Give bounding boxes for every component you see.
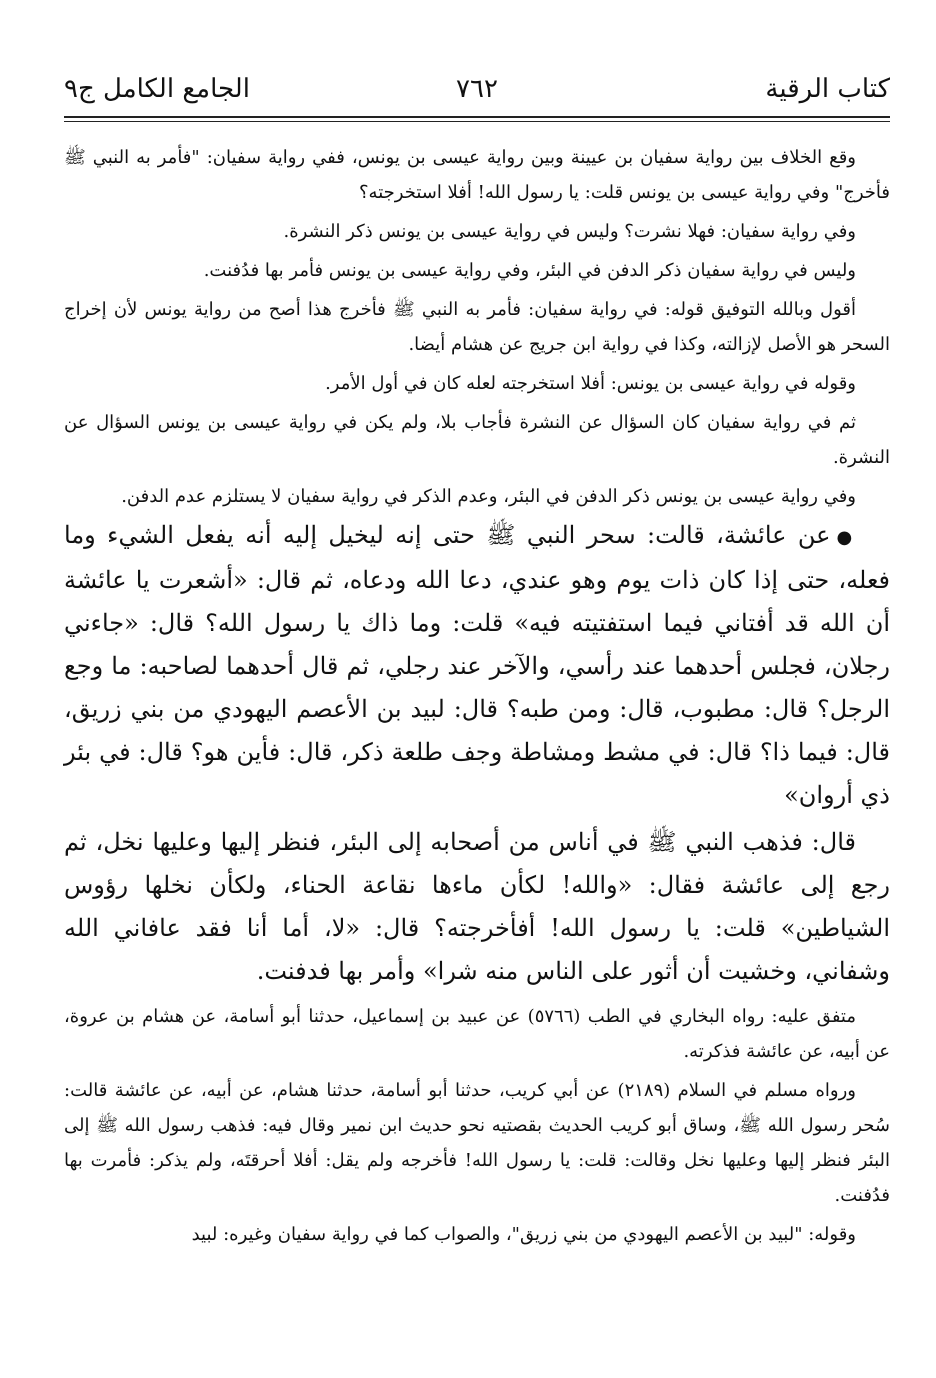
commentary-paragraph: وقوله في رواية عيسى بن يونس: أفلا استخرجته لعله كان في أول الأمر.: [325, 373, 856, 394]
header-rule-thick: [64, 116, 890, 118]
hadith-body: عن عائشة، قالت: سحر النبي ﷺ حتى إنه ليخيل إليه أنه يفعل الشيء وما فعله، حتى إذا كان ذات يوم وهو عندي، دعا الله ودعاه، ثم قال: «أشعرت يا عائشة أن الله قد أفتاني فيما استفتيته فيه» قلت: وما ذاك يا رسول الله؟ قال: «جاءني رجلان، فجلس أحدهما عند رأسي، والآخر عند رجلي، ثم قال أحدهما لصاحبه: ما وجع الرجل؟ قال: مطبوب، قال: ومن طبه؟ قال: لبيد بن الأعصم اليهودي من بني زريق، قال: فيما ذا؟ قال: في مشط ومشاطة وجف طلعة ذكر، قال: فأين هو؟ قال: في بئر ذي أروان»: [64, 521, 891, 809]
book-title: الجامع الكامل ج٩: [64, 74, 250, 104]
commentary-paragraph: وليس في رواية سفيان ذكر الدفن في البئر، وفي رواية عيسى بن يونس فأمر بها فدُفنت.: [203, 260, 856, 281]
commentary-paragraph: وفي رواية عيسى بن يونس ذكر الدفن في البئر، وعدم الذكر في رواية سفيان لا يستلزم عدم الدفن.: [121, 486, 856, 507]
takhrij-paragraph: وقوله: "لبيد بن الأعصم اليهودي من بني زريق"، والصواب كما في رواية سفيان وغيره: لبيد: [191, 1224, 856, 1245]
book-section-title: كتاب الرقية: [765, 74, 890, 104]
takhrij-paragraph: ورواه مسلم في السلام (٢١٨٩) عن أبي كريب، حدثنا أبو أسامة، حدثنا هشام، عن أبيه، عن عائشة قالت: سُحر رسول الله ﷺ، وساق أبو كريب الحديث بقصتيه نحو حديث ابن نمير وقال فيه: فذهب رسول الله ﷺ إلى البئر فنظر إليها وعليها نخل وقالت: قلت: يا رسول الله! فأخرجه ولم يقل: أفلا أحرقتَه، ولم يذكر: فأمرت بها فدُفنت.: [64, 1080, 890, 1206]
bullet-marker: ●: [836, 527, 856, 548]
hadith-text: [64, 514, 890, 817]
page-body: [64, 140, 890, 1252]
commentary-paragraph: وقع الخلاف بين رواية سفيان بن عيينة وبين رواية عيسى بن يونس، ففي رواية سفيان: "فأمر به النبي ﷺ فأخرج" وفي رواية عيسى بن يونس قلت: يا رسول الله! أفلا استخرجته؟: [64, 147, 890, 203]
hadith-continuation: قال: فذهب النبي ﷺ في أناس من أصحابه إلى البئر، فنظر إليها وعليها نخل، ثم رجع إلى عائشة فقال: «والله! لكأن ماءها نقاعة الحناء، ولكأن نخلها رؤوس الشياطين» قلت: يا رسول الله! أفأخرجته؟ قال: «لا، أما أنا فقد عافاني الله وشفاني، وخشيت أن أثور على الناس منه شرا» وأمر بها فدفنت.: [64, 828, 890, 985]
commentary-paragraph: أقول وبالله التوفيق قوله: في رواية سفيان: فأمر به النبي ﷺ فأخرج هذا أصح من رواية يونس لأن إخراج السحر هو الأصل لإزالته، وكذا في رواية ابن جريج عن هشام أيضا.: [64, 299, 890, 355]
commentary-paragraph: ثم في رواية سفيان كان السؤال عن النشرة فأجاب بلا، ولم يكن في رواية عيسى بن يونس السؤال عن النشرة.: [64, 412, 890, 468]
page-number: ٧٦٢: [456, 74, 498, 104]
header-rule-thin: [64, 121, 890, 122]
page-header: [64, 74, 890, 114]
commentary-paragraph: وفي رواية سفيان: فهلا نشرت؟ وليس في رواية عيسى بن يونس ذكر النشرة.: [283, 221, 856, 242]
takhrij-paragraph: متفق عليه: رواه البخاري في الطب (٥٧٦٦) عن عبيد بن إسماعيل، حدثنا أبو أسامة، عن هشام بن عروة، عن أبيه، عن عائشة فذكرته.: [64, 1006, 890, 1062]
